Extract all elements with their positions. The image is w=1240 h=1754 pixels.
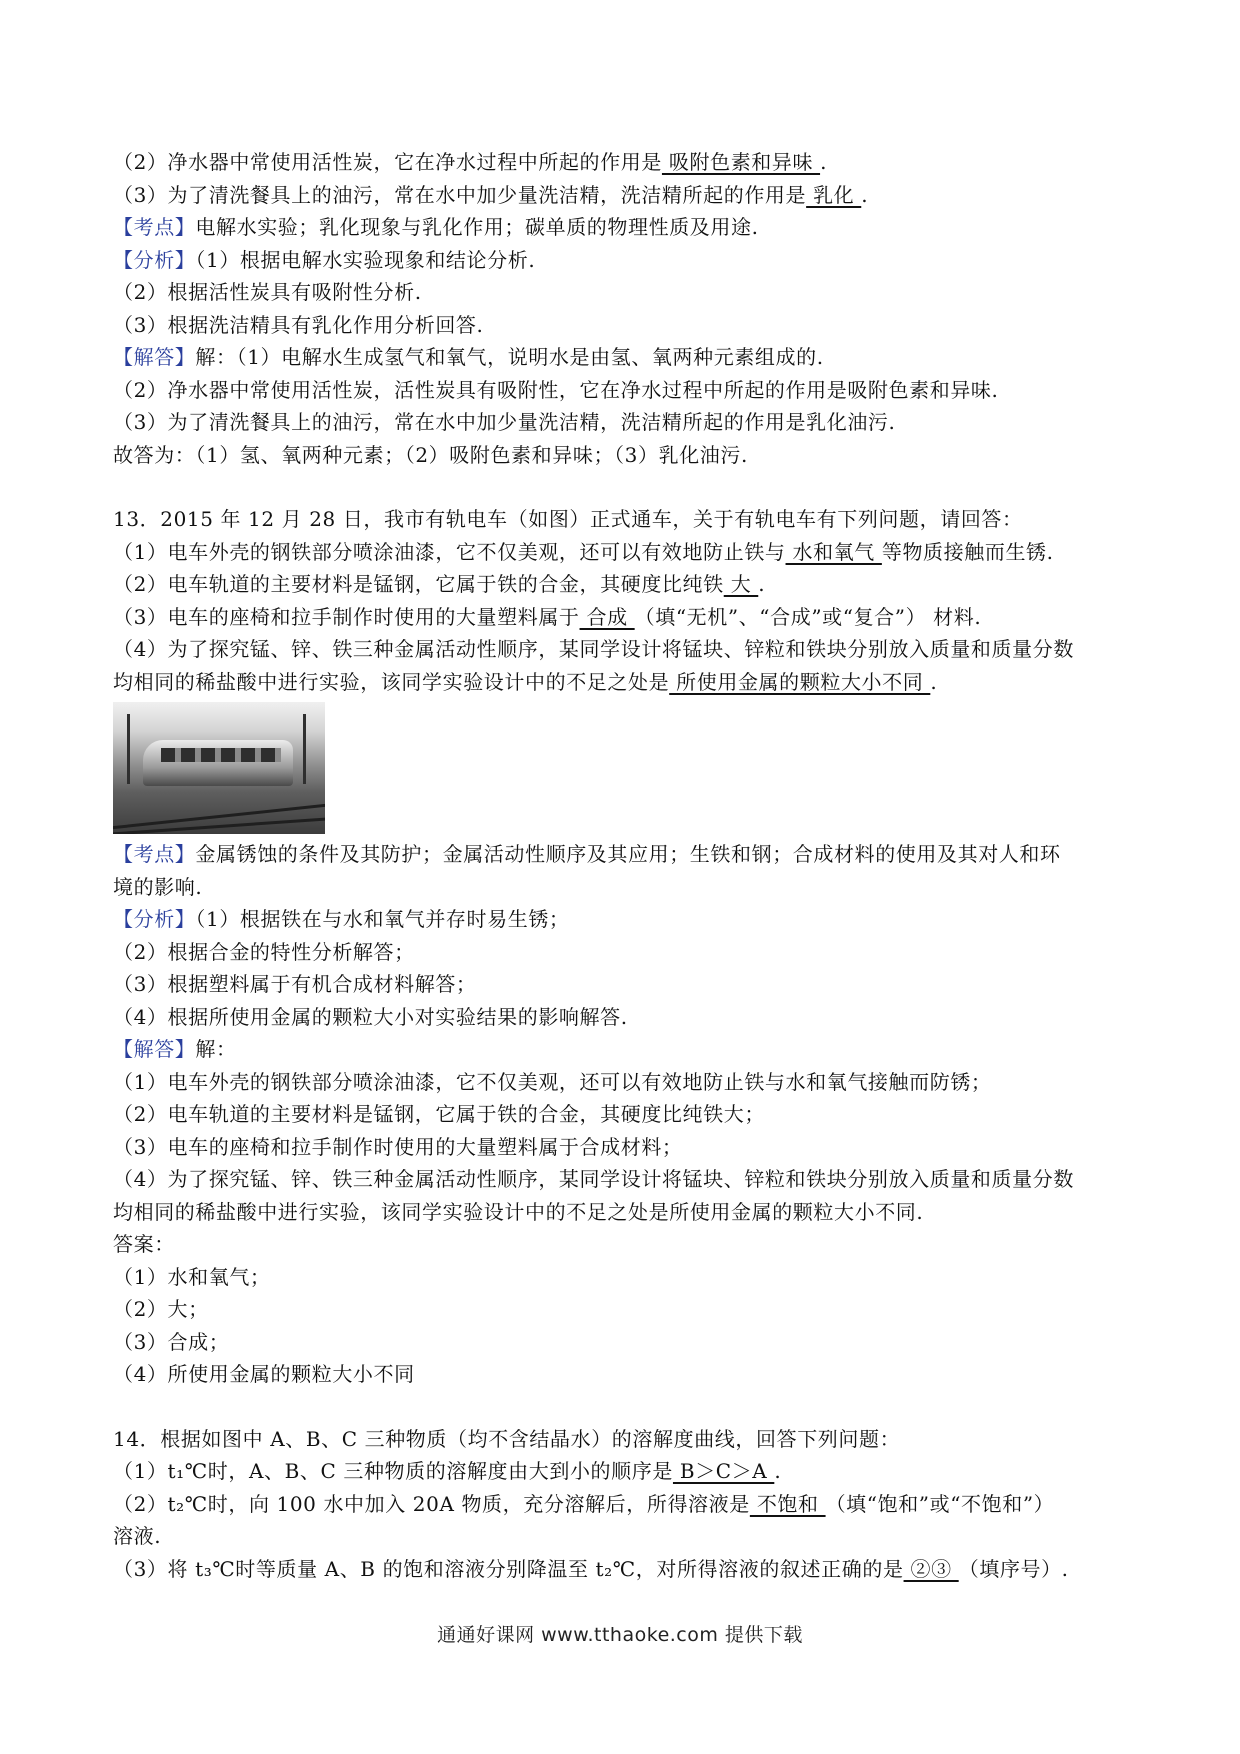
answer-blank: 乳化 [806,182,862,207]
text-span: 溶液. [113,1524,162,1548]
text-line [113,503,1133,536]
answer-blank: 所使用金属的颗粒大小不同 [669,669,931,694]
text-line [113,666,1133,699]
text-line [113,309,1133,342]
answer-blank: 不饱和 [749,1491,826,1516]
section-tag: 【解答】 [113,345,196,369]
section-tag: 【考点】 [113,842,196,866]
answer-blank: 吸附色素和异味 [661,150,821,174]
section-tag: 【解答】 [113,1037,196,1061]
text-line [113,968,1133,1001]
text-span: 境的影响. [113,874,203,899]
text-line [113,1033,1133,1066]
text-span: 答案： [113,1232,175,1256]
text-span: 13．2015 年 12 月 28 日，我市有轨电车（如图）正式通车，关于有轨电车有下列问题，请回答： [113,507,1023,531]
photo-tram-windows [161,748,281,762]
text-line [113,568,1133,601]
answer-blank: B＞C＞A [672,1459,775,1483]
text-span: （2）净水器中常使用活性炭，它在净水过程中所起的作用是 [113,150,662,174]
answer-blank: ②③ [903,1556,959,1581]
text-line [113,871,1133,904]
text-line [113,838,1133,871]
text-line [113,1163,1133,1196]
text-span: （填“饱和”或“不饱和”） [825,1491,1055,1516]
text-span: 解：（1）电解水生成氢气和氧气，说明水是由氢、氧两种元素组成的. [195,345,824,369]
text-span: （2）根据活性炭具有吸附性分析. [113,280,422,304]
text-span: （填序号）. [958,1556,1069,1581]
text-line [113,211,1133,244]
text-span: 解： [195,1037,237,1061]
answer-blank: 合成 [579,604,635,629]
text-span: . [820,150,828,174]
text-span: （4）根据所使用金属的颗粒大小对实验结果的影响解答. [113,1004,628,1029]
text-span: 电解水实验；乳化现象与乳化作用；碳单质的物理性质及用途. [195,215,759,239]
photo-tram [143,740,293,786]
text-span: （1）水和氧气； [113,1264,271,1289]
text-line [113,1196,1133,1229]
text-span: . [930,669,938,694]
text-line [113,244,1133,277]
text-span: （4）所使用金属的颗粒大小不同 [113,1362,415,1386]
text-span: （3）合成； [113,1329,230,1354]
text-span: （2）电车轨道的主要材料是锰钢，它属于铁的合金，其硬度比纯铁大； [113,1102,765,1126]
page-content [113,146,1133,1585]
text-line [113,1488,1133,1521]
text-span: 14．根据如图中 A、B、C 三种物质（均不含结晶水）的溶解度曲线，回答下列问题： [113,1426,901,1451]
text-span: （1）电车外壳的钢铁部分喷涂油漆，它不仅美观，还可以有效地防止铁与水和氧气接触而防锈； [113,1069,992,1094]
text-span: （2）电车轨道的主要材料是锰钢，它属于铁的合金，其硬度比纯铁 [113,572,724,596]
text-span: （3）为了清洗餐具上的油污，常在水中加少量洗洁精，洗洁精所起的作用是 [113,182,807,207]
text-line [113,1001,1133,1034]
text-line [113,1553,1133,1586]
text-span: （2）根据合金的特性分析解答； [113,939,415,964]
text-span: （1）电车外壳的钢铁部分喷涂油漆，它不仅美观，还可以有效地防止铁与 [113,539,786,564]
text-line [113,601,1133,634]
photo-pole [127,714,130,784]
text-span: 均相同的稀盐酸中进行实验，该同学实验设计中的不足之处是 [113,669,670,694]
answer-blank: 大 [723,572,759,596]
section-tag: 【分析】 [113,247,196,272]
text-line [113,374,1133,407]
text-span: （3）根据洗洁精具有乳化作用分析回答. [113,312,484,337]
text-line [113,276,1133,309]
text-span: （3）电车的座椅和拉手制作时使用的大量塑料属于合成材料； [113,1134,683,1159]
text-line [113,146,1133,179]
section-tag: 【考点】 [113,215,196,239]
text-line [113,1131,1133,1164]
text-span: （2）大； [113,1297,209,1321]
text-line [113,1358,1133,1391]
tram-photo [113,702,325,834]
spacer [113,1391,1133,1423]
text-line [113,903,1133,936]
text-span: 故答为：（1）氢、氧两种元素；（2）吸附色素和异味；（3）乳化油污. [113,442,748,467]
section-tag: 【分析】 [113,907,196,931]
page-footer: 通通好课网 www.tthaoke.com 提供下载 [437,1624,803,1646]
text-span: （填“无机”、“合成”或“复合”） 材料. [634,604,982,629]
text-span: （2）净水器中常使用活性炭，活性炭具有吸附性，它在净水过程中所起的作用是吸附色素和异味. [113,377,999,402]
text-span: （4）为了探究锰、锌、铁三种金属活动性顺序，某同学设计将锰块、锌粒和铁块分别放入质量和质量分数 [113,637,1074,661]
answer-block-q12 [113,146,1133,471]
photo-pole [303,714,306,784]
question-block-q13 [113,503,1133,698]
text-line [113,936,1133,969]
text-line [113,341,1133,374]
text-span: （1）根据电解水实验现象和结论分析. [195,247,536,272]
text-span: . [774,1459,782,1483]
text-line [113,1423,1133,1456]
text-line [113,439,1133,472]
text-line [113,536,1133,569]
text-line [113,1098,1133,1131]
text-line [113,1326,1133,1359]
text-span: . [758,572,766,596]
text-line [113,1520,1133,1553]
text-span: . [861,182,869,207]
text-line [113,1455,1133,1488]
text-span: （1）根据铁在与水和氧气并存时易生锈； [195,907,570,931]
answer-blank: 水和氧气 [785,539,882,564]
text-line [113,1293,1133,1326]
text-span: （2）t₂℃时，向 100 水中加入 20A 物质，充分溶解后，所得溶液是 [113,1491,750,1516]
text-line [113,1066,1133,1099]
question-block-q14 [113,1423,1133,1586]
text-span: （3）将 t₃℃时等质量 A、B 的饱和溶液分别降温至 t₂℃，对所得溶液的叙述正确的是 [113,1556,904,1581]
text-span: 金属锈蚀的条件及其防护；金属活动性顺序及其应用；生铁和钢；合成材料的使用及其对人和环 [195,842,1061,866]
text-line [113,179,1133,212]
text-span: （3）为了清洗餐具上的油污，常在水中加少量洗洁精，洗洁精所起的作用是乳化油污. [113,410,896,434]
spacer [113,471,1133,503]
text-span: （1）t₁℃时，A、B、C 三种物质的溶解度由大到小的顺序是 [113,1459,673,1483]
text-span: （4）为了探究锰、锌、铁三种金属活动性顺序，某同学设计将锰块、锌粒和铁块分别放入质量和质量分数 [113,1167,1074,1191]
text-line [113,633,1133,666]
text-span: （3）根据塑料属于有机合成材料解答； [113,972,477,996]
text-span: （3）电车的座椅和拉手制作时使用的大量塑料属于 [113,604,580,629]
text-line [113,1261,1133,1294]
text-line [113,406,1133,439]
answer-block-q13 [113,838,1133,1391]
text-line [113,1228,1133,1261]
text-span: 均相同的稀盐酸中进行实验，该同学实验设计中的不足之处是所使用金属的颗粒大小不同. [113,1199,924,1224]
text-span: 等物质接触而生锈. [881,539,1054,564]
